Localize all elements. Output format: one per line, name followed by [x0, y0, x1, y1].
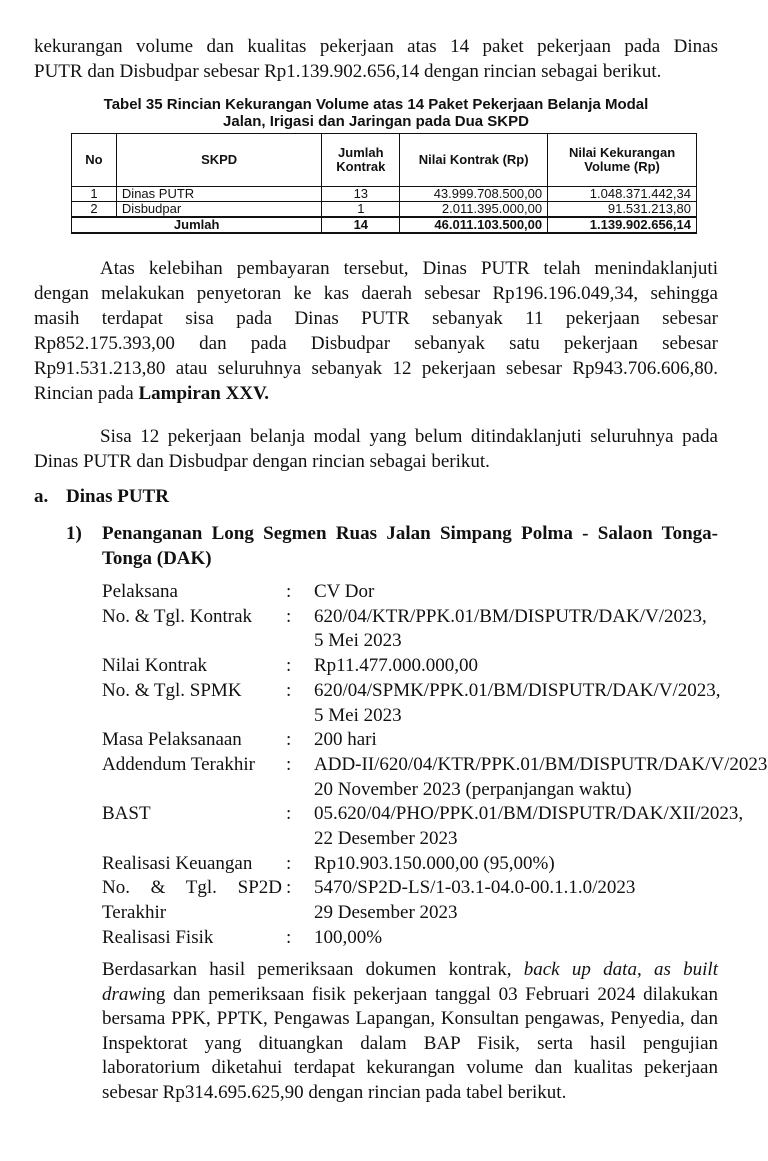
- cell-kekurangan: 1.048.371.442,34: [548, 187, 697, 202]
- cell-nilai: 2.011.395.000,00: [400, 202, 548, 218]
- header-no: No: [72, 134, 117, 187]
- detail-colon: :: [286, 926, 292, 948]
- detail-value-line-2: 5 Mei 2023: [314, 704, 402, 726]
- detail-value: [314, 876, 766, 925]
- para2-line-2: Dinas PUTR dan Disbudpar dengan rincian sebagai berikut.: [34, 451, 490, 472]
- section-number: a.: [34, 486, 49, 507]
- detail-label: Nilai Kontrak: [102, 655, 208, 677]
- detail-label: No. & Tgl. Kontrak: [102, 605, 253, 627]
- detail-value: CV Dor: [314, 581, 375, 602]
- detail-value-line-1: ADD-II/620/04/KTR/PPK.01/BM/DISPUTR/DAK/V/2023: [314, 753, 768, 775]
- para1-ref-prefix: Rincian pada: [34, 383, 139, 404]
- para2-line-1: Sisa 12 pekerjaan belanja modal yang belum ditindaklanjuti seluruhnya pada: [100, 426, 718, 447]
- detail-colon: :: [286, 605, 292, 627]
- total-jumlah: 14: [322, 217, 400, 233]
- detail-label: Masa Pelaksanaan: [102, 729, 242, 751]
- detail-value: [314, 753, 767, 802]
- closing-text: ng dan pemeriksaan fisik pekerjaan tanggal 03 Februari 2024 dilakukan bersama PPK, PPTK, Pengawas Lapangan, Konsultan pengawas, Penyedia, dan Inspektorat yang dituangkan dalam BAP Fisik, serta hasil pengujian laboratorium diketahui terdapat kekurangan volume dan kualitas pekerjaan sebesar Rp314.695.625,90 dengan rincian pada tabel berikut.: [102, 983, 718, 1103]
- intro-line-1: kekurangan volume dan kualitas pekerjaan atas 14 paket pekerjaan pada Dinas: [34, 36, 718, 57]
- closing-text: ,: [636, 959, 654, 980]
- item-heading: [66, 521, 718, 571]
- detail-colon: :: [286, 753, 292, 775]
- table-row: [72, 202, 697, 218]
- table-row: [72, 187, 697, 202]
- cell-no: 1: [72, 187, 117, 202]
- total-nilai: 46.011.103.500,00: [400, 217, 548, 233]
- detail-label: BAST: [102, 803, 151, 825]
- cell-no: 2: [72, 202, 117, 218]
- table-total-row: [72, 217, 697, 233]
- para1-line-3: masih terdapat sisa pada Dinas PUTR sebanyak 11 pekerjaan sebesar: [34, 308, 718, 329]
- para1-line-1: Atas kelebihan pembayaran tersebut, Dinas PUTR telah menindaklanjuti: [100, 258, 718, 279]
- detail-colon: :: [286, 581, 292, 602]
- detail-value: 100,00%: [314, 926, 383, 948]
- total-label: Jumlah: [72, 217, 322, 233]
- table-header-row: [72, 134, 697, 187]
- cell-nilai: 43.999.708.500,00: [400, 187, 548, 202]
- total-kekurangan: 1.139.902.656,14: [548, 217, 697, 233]
- detail-value-line-1: 620/04/KTR/PPK.01/BM/DISPUTR/DAK/V/2023,: [314, 605, 707, 627]
- header-nilai-kontrak: Nilai Kontrak (Rp): [400, 134, 548, 187]
- closing-italic-asbuilt: as built drawi: [102, 959, 718, 1005]
- detail-label-line-1: No. & Tgl. SP2D: [102, 877, 282, 899]
- item-title: Penanganan Long Segmen Ruas Jalan Simpang Polma - Salaon Tonga-Tonga (DAK): [102, 523, 718, 569]
- cell-skpd: Disbudpar: [116, 202, 321, 218]
- detail-value: [314, 605, 766, 654]
- table-caption: [34, 96, 718, 130]
- para1-line-2: dengan melakukan penyetoran ke kas daerah sebesar Rp196.196.049,34, sehingga: [34, 283, 718, 304]
- detail-label: Realisasi Fisik: [102, 926, 214, 948]
- para1-line-5: Rp91.531.213,80 atau seluruhnya sebanyak 12 pekerjaan sebesar Rp943.706.606,80.: [34, 358, 718, 379]
- detail-row-nilai-kontrak: [102, 654, 766, 679]
- detail-row-sp2d: [102, 876, 766, 925]
- detail-value-line-2: 29 Desember 2023: [314, 902, 458, 924]
- detail-row-pelaksana: [102, 580, 766, 605]
- detail-value-line-1: 05.620/04/PHO/PPK.01/BM/DISPUTR/DAK/XII/2023,: [314, 803, 744, 825]
- detail-label: No. & Tgl. SPMK: [102, 679, 242, 701]
- detail-colon: :: [286, 679, 292, 701]
- header-jumlah-kontrak: Jumlah Kontrak: [322, 134, 400, 187]
- detail-colon: :: [286, 877, 292, 899]
- closing-italic-backup: back up data: [523, 959, 637, 980]
- detail-label: Addendum Terakhir: [102, 753, 255, 775]
- table-caption-line-2: Jalan, Irigasi dan Jaringan pada Dua SKPD: [223, 113, 529, 130]
- lampiran-reference: Lampiran XXV.: [138, 383, 270, 404]
- item-number: 1): [66, 523, 82, 544]
- header-nilai-kekurangan: Nilai Kekurangan Volume (Rp): [548, 134, 697, 187]
- header-skpd: SKPD: [116, 134, 321, 187]
- detail-colon: :: [286, 655, 292, 677]
- detail-value-line-1: 620/04/SPMK/PPK.01/BM/DISPUTR/DAK/V/2023,: [314, 679, 721, 701]
- detail-value-line-1: 5470/SP2D-LS/1-03.1-04.0-00.1.1.0/2023: [314, 877, 636, 899]
- contract-details: [102, 580, 766, 951]
- para1-line-4: Rp852.175.393,00 dan pada Disbudpar sebanyak satu pekerjaan sebesar: [34, 333, 718, 354]
- table-caption-line-1: Tabel 35 Rincian Kekurangan Volume atas 14 Paket Pekerjaan Belanja Modal: [103, 96, 649, 113]
- section-title: Dinas PUTR: [66, 486, 169, 507]
- detail-row-spmk: [102, 679, 766, 728]
- closing-text: Berdasarkan hasil pemeriksaan dokumen kontrak,: [102, 959, 524, 980]
- detail-label: Realisasi Keuangan: [102, 852, 253, 874]
- detail-value: Rp10.903.150.000,00 (95,00%): [314, 852, 555, 874]
- detail-colon: :: [286, 803, 292, 825]
- para1-line-6: [34, 381, 718, 406]
- detail-value: 200 hari: [314, 729, 377, 751]
- intro-line-2: PUTR dan Disbudpar sebesar Rp1.139.902.656,14 dengan rincian sebagai berikut.: [34, 61, 662, 82]
- cell-jumlah: 1: [322, 202, 400, 218]
- detail-value-line-2: 22 Desember 2023: [314, 828, 458, 850]
- detail-label-line-2: Terakhir: [102, 902, 167, 924]
- detail-value: [314, 802, 766, 851]
- detail-row-realisasi-fisik: [102, 926, 766, 951]
- detail-row-bast: [102, 802, 766, 851]
- section-heading: [34, 484, 169, 509]
- closing-paragraph: [102, 958, 718, 1106]
- detail-colon: :: [286, 729, 292, 751]
- detail-value: [314, 679, 766, 728]
- detail-value-line-2: 20 November 2023 (perpanjangan waktu): [314, 778, 632, 800]
- detail-value: Rp11.477.000.000,00: [314, 655, 478, 677]
- detail-row-kontrak: [102, 605, 766, 654]
- detail-row-realisasi-keuangan: [102, 852, 766, 877]
- detail-row-addendum: [102, 753, 766, 802]
- cell-jumlah: 13: [322, 187, 400, 202]
- detail-value-line-2: 5 Mei 2023: [314, 630, 402, 652]
- detail-row-masa-pelaksanaan: [102, 728, 766, 753]
- detail-label: [102, 876, 314, 925]
- cell-skpd: Dinas PUTR: [116, 187, 321, 202]
- detail-label: Pelaksana: [102, 581, 178, 602]
- detail-colon: :: [286, 852, 292, 874]
- kekurangan-volume-table: [71, 133, 697, 234]
- cell-kekurangan: 91.531.213,80: [548, 202, 697, 218]
